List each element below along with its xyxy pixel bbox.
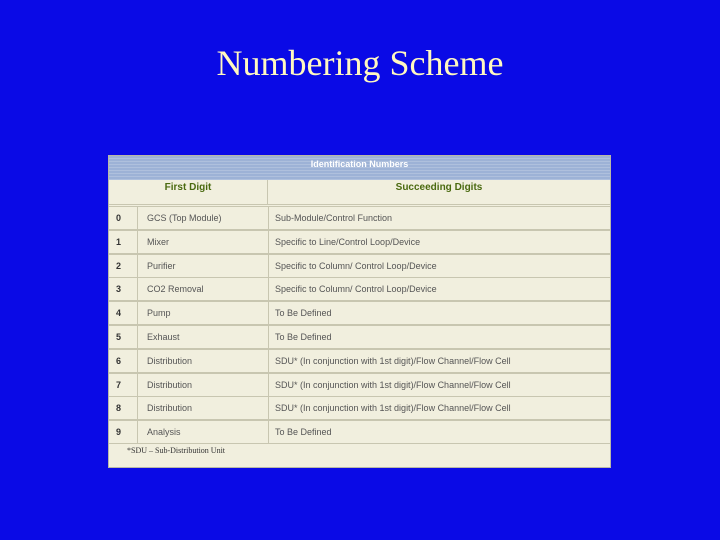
row-succeeding-digits: Sub-Module/Control Function <box>275 213 393 223</box>
table-row <box>109 301 610 325</box>
table-row <box>109 325 610 349</box>
row-divider <box>137 302 138 324</box>
table-row <box>109 349 610 373</box>
row-divider <box>268 231 269 253</box>
row-succeeding-digits: SDU* (In conjunction with 1st digit)/Flow Channel/Flow Cell <box>275 379 511 390</box>
row-divider <box>268 421 269 443</box>
row-first-digit: Exhaust <box>147 332 180 342</box>
row-succeeding-digits: To Be Defined <box>275 332 332 342</box>
row-divider <box>268 397 269 419</box>
identification-table <box>108 155 611 468</box>
row-succeeding-digits: Specific to Column/ Control Loop/Device <box>275 260 437 271</box>
table-title: Identification Numbers <box>109 156 610 180</box>
row-first-digit: Analysis <box>147 427 181 438</box>
row-succeeding-digits: SDU* (In conjunction with 1st digit)/Flow Channel/Flow Cell <box>275 403 511 414</box>
row-divider <box>137 326 138 348</box>
table-row <box>109 420 610 444</box>
row-divider <box>137 421 138 443</box>
row-divider <box>268 326 269 348</box>
row-first-digit: Distribution <box>147 403 193 414</box>
row-number: 7 <box>116 379 122 390</box>
row-succeeding-digits: To Be Defined <box>275 427 332 438</box>
row-succeeding-digits: To Be Defined <box>275 308 332 319</box>
slide-title: Numbering Scheme <box>216 43 504 83</box>
row-divider <box>137 278 138 300</box>
row-divider <box>268 302 269 324</box>
footnote: *SDU – Sub-Distribution Unit <box>127 446 226 455</box>
row-succeeding-digits: Specific to Column/ Control Loop/Device <box>275 284 437 295</box>
row-divider <box>137 397 138 419</box>
table-row <box>109 277 610 301</box>
row-first-digit: CO2 Removal <box>147 284 204 295</box>
row-first-digit: Purifier <box>147 260 176 271</box>
row-divider <box>268 207 269 229</box>
column-header-first-digit: First Digit <box>109 180 268 205</box>
row-divider <box>137 255 138 277</box>
row-number: 9 <box>116 427 122 438</box>
row-first-digit: Distribution <box>147 355 193 366</box>
column-header-succeeding-digits: Succeeding Digits <box>268 180 610 205</box>
row-number: 3 <box>116 284 122 295</box>
row-divider <box>137 350 138 372</box>
row-first-digit: Distribution <box>147 379 193 390</box>
table-row <box>109 230 610 254</box>
table-row <box>109 396 610 420</box>
row-number: 6 <box>116 355 122 366</box>
row-number: 1 <box>116 236 122 247</box>
row-first-digit: Pump <box>147 308 171 319</box>
row-divider <box>137 207 138 229</box>
row-first-digit: Mixer <box>147 236 169 247</box>
row-number: 8 <box>116 403 122 414</box>
row-divider <box>137 231 138 253</box>
row-number: 5 <box>116 332 122 342</box>
row-divider <box>137 374 138 396</box>
row-number: 4 <box>116 308 122 319</box>
table-row <box>109 206 610 230</box>
row-divider <box>268 278 269 300</box>
row-divider <box>268 350 269 372</box>
row-number: 2 <box>116 260 122 271</box>
row-number: 0 <box>116 213 122 223</box>
row-divider <box>268 255 269 277</box>
row-divider <box>268 374 269 396</box>
table-row <box>109 254 610 278</box>
row-first-digit: GCS (Top Module) <box>147 213 222 223</box>
table-row <box>109 373 610 397</box>
row-succeeding-digits: SDU* (In conjunction with 1st digit)/Flow Channel/Flow Cell <box>275 355 511 366</box>
row-succeeding-digits: Specific to Line/Control Loop/Device <box>275 236 421 247</box>
